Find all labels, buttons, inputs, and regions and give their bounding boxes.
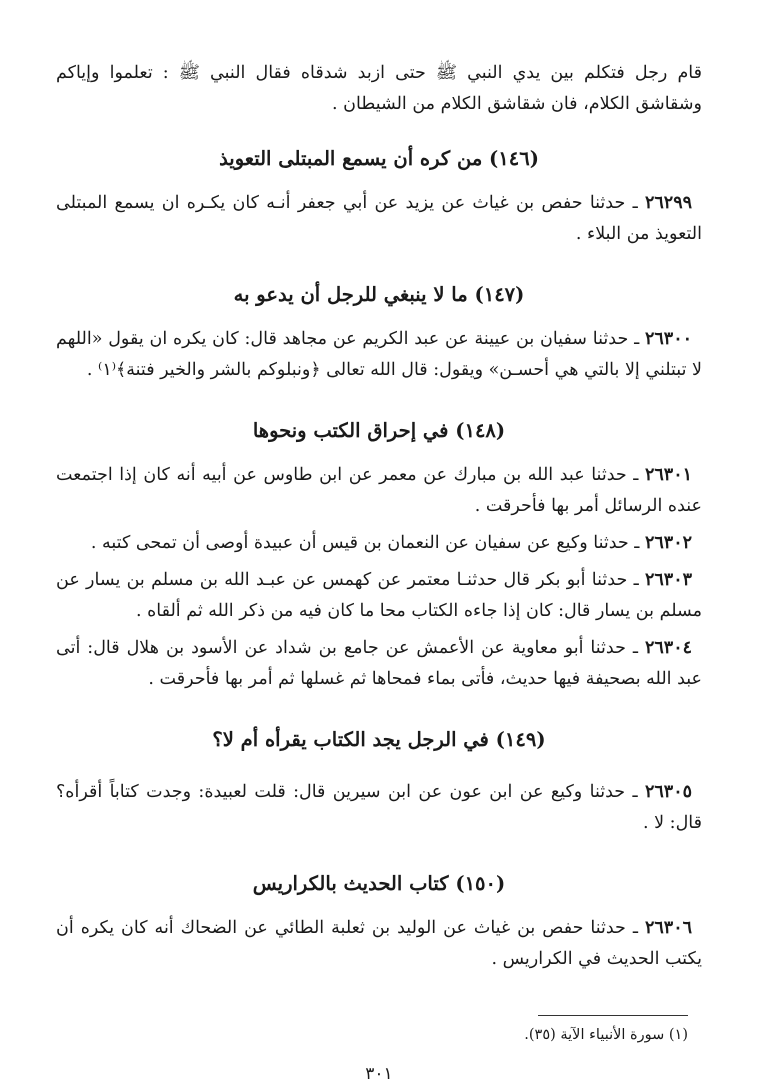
hadith-entry xyxy=(56,188,702,250)
hadith-text: ـ حدثنا أبو معاوية عن الأعمش عن جامع بن شداد عن الأسود بن هلال قال: أتى عبد الله بصحيفة فيها حديث، فأتى بماء فمحاها ثم غسلها ثم أمر بها فأحرقت . xyxy=(56,638,702,689)
hadith-number: ٢٦٢٩٩ xyxy=(645,193,692,213)
hadith-entry xyxy=(56,528,702,559)
hadith-text: ـ حدثنا وكيع عن سفيان عن النعمان بن قيس أن عبيدة أوصى أن تمحى كتبه . xyxy=(90,533,645,553)
hadith-number: ٢٦٣٠٦ xyxy=(645,918,692,938)
hadith-entry xyxy=(56,324,702,386)
hadith-number: ٢٦٣٠٤ xyxy=(645,638,692,658)
hadith-number: ٢٦٣٠٣ xyxy=(645,570,692,590)
hadith-entry xyxy=(56,777,702,839)
section-heading-150: (١٥٠) كتاب الحديث بالكراريس xyxy=(252,872,506,895)
hadith-entry xyxy=(56,565,702,627)
page-number: ٣٠١ xyxy=(365,1064,393,1084)
hadith-text: ـ حدثنا حفص بن غياث عن الوليد بن ثعلبة الطائي عن الضحاك أنه كان يكره أن يكتب الحديث في الكراريس . xyxy=(56,918,702,969)
hadith-text: ـ حدثنا وكيع عن ابن عون عن ابن سيرين قال: قلت لعبيدة: وجدت كتاباً أقرأه؟ قال: لا . xyxy=(56,782,702,833)
hadith-number: ٢٦٣٠٥ xyxy=(645,782,692,802)
hadith-text: ـ حدثنا أبو بكر قال حدثنـا معتمر عن كهمس عن عبـد الله بن مسلم بن يسار عن مسلم بن يسار قال: كان إذا جاءه الكتاب محا ما كان فيه من ذكر الله ثم ألقاه . xyxy=(56,570,702,621)
section-heading-148: (١٤٨) في إحراق الكتب ونحوها xyxy=(252,419,506,442)
hadith-entry xyxy=(56,633,702,695)
section-heading-149: (١٤٩) في الرجل يجد الكتاب يقرأه أم لا؟ xyxy=(212,728,546,751)
hadith-entry xyxy=(56,460,702,522)
section-heading-146: (١٤٦) من كره أن يسمع المبتلى التعويذ xyxy=(219,147,539,170)
section-heading-147: (١٤٧) ما لا ينبغي للرجل أن يدعو به xyxy=(233,283,525,306)
hadith-number: ٢٦٣٠٢ xyxy=(645,533,692,553)
hadith-text: ـ حدثنا عبد الله بن مبارك عن معمر عن ابن طاوس عن أبيه أنه كان إذا اجتمعت عنده الرسائل أمر بها فأحرقت . xyxy=(56,465,702,516)
footnote-separator xyxy=(538,1015,688,1016)
hadith-text: ـ حدثنا حفص بن غياث عن يزيد عن أبي جعفر أنـه كان يكـره ان يسمع المبتلى التعويذ من البلاء . xyxy=(56,193,702,244)
hadith-number: ٢٦٣٠٠ xyxy=(645,329,692,349)
intro-paragraph: قام رجل فتكلم بين يدي النبي ﷺ حتى ازبد شدقاه فقال النبي ﷺ : تعلموا وإياكم وشقاشق الكلام، فان شقاشق الكلام من الشيطان . xyxy=(56,63,702,114)
hadith-entry xyxy=(56,913,702,975)
footnote: (١) سورة الأنبياء الآية (٣٥). xyxy=(524,1027,688,1043)
hadith-number: ٢٦٣٠١ xyxy=(645,465,692,485)
hadith-text: ـ حدثنا سفيان بن عيينة عن عبد الكريم عن مجاهد قال: كان يكره ان يقول «اللهم لا تبتلني إلا بالتي هي أحسـن» ويقول: قال الله تعالى ﴿ونبلوكم بالشر والخير فتنة﴾⁽١⁾ . xyxy=(56,329,702,380)
